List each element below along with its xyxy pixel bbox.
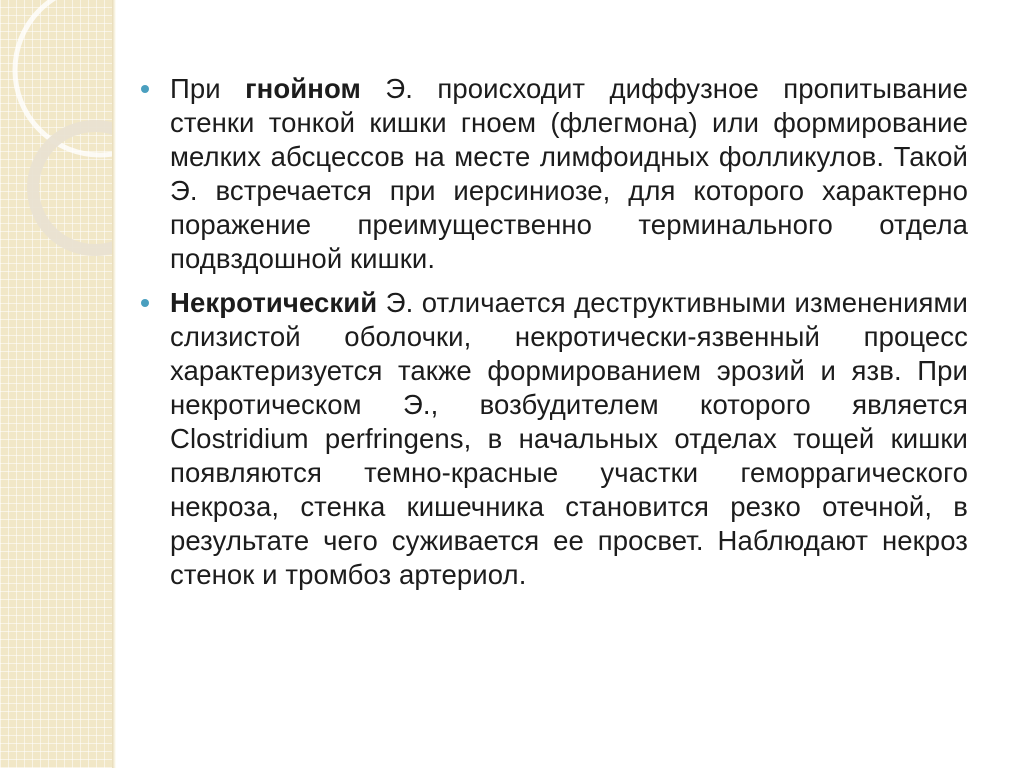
- bullet-text: [170, 286, 968, 592]
- bullet-body: Э. отличается деструктивными изменениями слизистой оболочки, некротически-язвенный процесс характеризуется также формированием эрозий и язв. При некротическом Э., возбудителем которого является Clostridium perfringens, в начальных отделах тощей кишки появляются темно-красные участки геморрагического некроза, стенка кишечника становится резко отечной, в результате чего суживается ее просвет. Наблюдают некроз стенок и тромбоз артериол.: [170, 287, 968, 590]
- bullet-necrotic: [138, 286, 968, 592]
- decorative-rings: [0, 0, 112, 768]
- decorative-ring-medium: [33, 126, 112, 250]
- bullet-body: Э. происходит диффузное пропитывание стенки тонкой кишки гноем (флегмона) или формирование мелких абсцессов на месте лимфоидных фолликулов. Такой Э. встречается при иерсиниозе, для которого характерно поражение преимущественно терминального отдела подвздошной кишки.: [170, 73, 969, 274]
- side-panel-edge: [112, 0, 116, 768]
- bullet-icon: [141, 85, 149, 93]
- bullet-keyword: Некротический: [170, 287, 378, 318]
- decorative-side-panel: [0, 0, 112, 768]
- bullet-purulent: [138, 72, 968, 276]
- bullet-text: [170, 72, 968, 276]
- bullet-icon: [141, 299, 149, 307]
- bullet-keyword: гнойном: [245, 73, 361, 104]
- bullet-keyword-prefix: При: [170, 73, 246, 104]
- slide-content: [138, 72, 968, 602]
